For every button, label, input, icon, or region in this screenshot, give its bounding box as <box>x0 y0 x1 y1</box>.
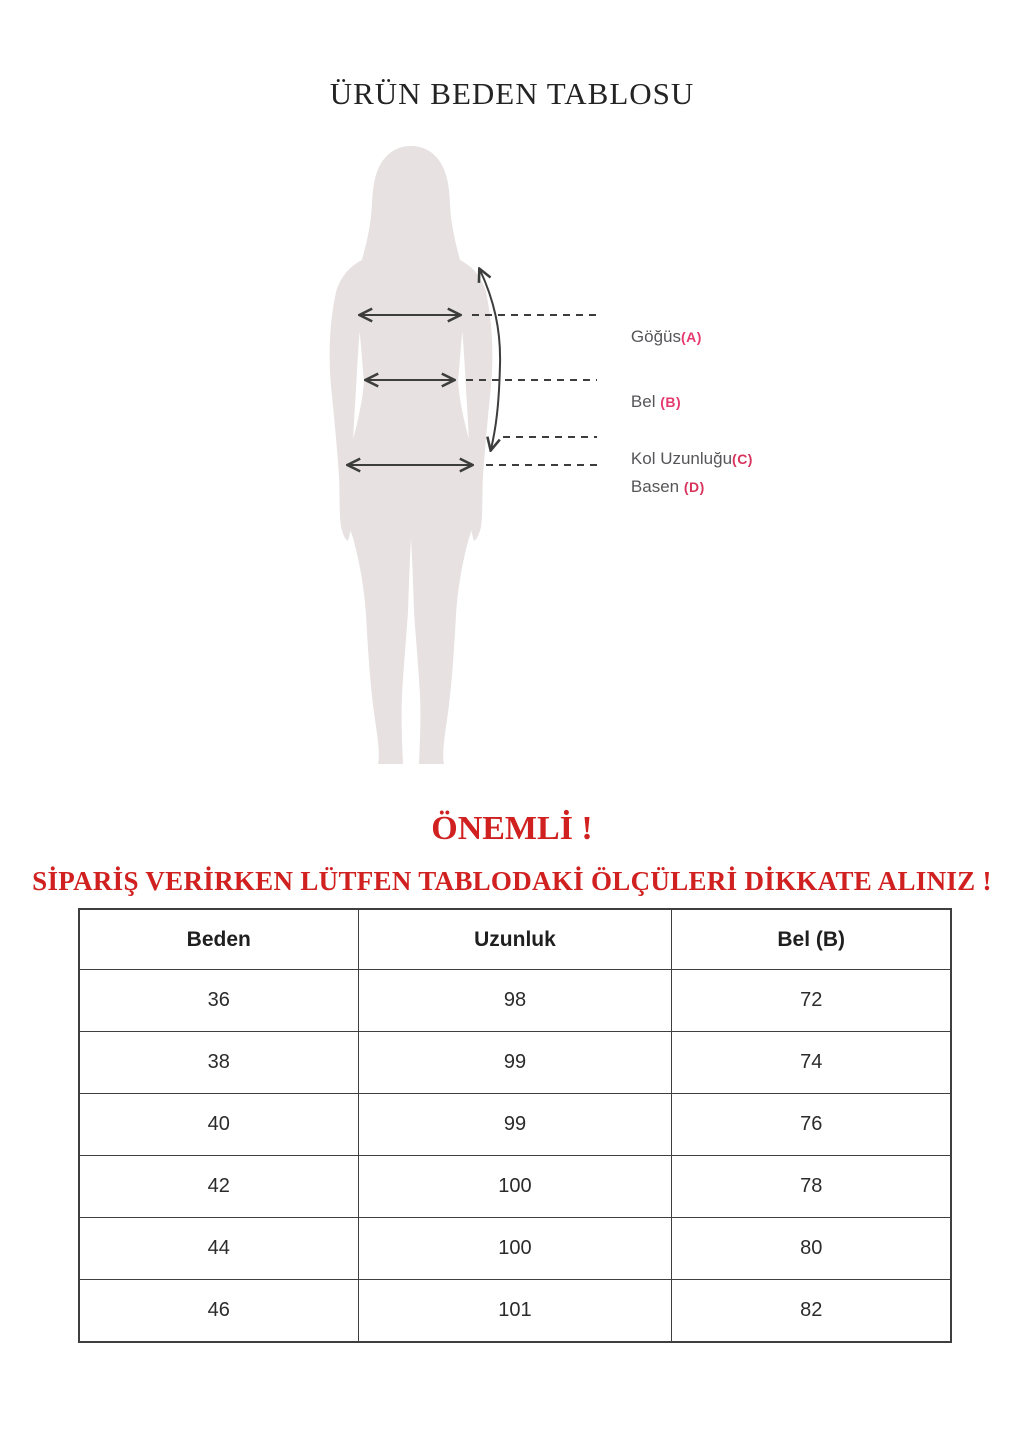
column-header-beden: Beden <box>79 909 358 970</box>
table-cell: 42 <box>79 1156 358 1218</box>
table-cell: 82 <box>672 1280 951 1343</box>
table-cell: 40 <box>79 1094 358 1156</box>
table-cell: 99 <box>358 1094 672 1156</box>
measurement-letter: (B) <box>660 394 682 410</box>
table-cell: 100 <box>358 1218 672 1280</box>
table-cell: 99 <box>358 1032 672 1094</box>
table-row <box>79 1032 951 1094</box>
table-cell: 72 <box>672 970 951 1032</box>
table-cell: 76 <box>672 1094 951 1156</box>
table-cell: 98 <box>358 970 672 1032</box>
table-cell: 78 <box>672 1156 951 1218</box>
measurement-label-chest <box>612 304 702 370</box>
column-header-bel: Bel (B) <box>672 909 951 970</box>
measurement-name: Basen <box>630 477 684 496</box>
notice-title: ÖNEMLİ ! <box>431 810 593 847</box>
measurement-letter: (D) <box>683 479 705 495</box>
table-row <box>79 970 951 1032</box>
size-table <box>78 908 952 1343</box>
measurement-letter: (C) <box>732 451 753 467</box>
table-cell: 46 <box>79 1280 358 1343</box>
notice-message: SİPARİŞ VERİRKEN LÜTFEN TABLODAKİ ÖLÇÜLERİ DİKKATE ALINIZ ! <box>32 866 992 896</box>
measurement-name: Bel <box>630 392 661 411</box>
table-cell: 44 <box>79 1218 358 1280</box>
table-row <box>79 1218 951 1280</box>
table-cell: 38 <box>79 1032 358 1094</box>
silhouette-torso-legs <box>342 247 480 764</box>
table-cell: 74 <box>672 1032 951 1094</box>
column-header-uzunluk: Uzunluk <box>358 909 672 970</box>
body-silhouette <box>330 146 493 764</box>
table-cell: 101 <box>358 1280 672 1343</box>
measurement-letter: (A) <box>681 329 702 345</box>
table-header-row <box>79 909 951 970</box>
page-title: ÜRÜN BEDEN TABLOSU <box>329 76 695 111</box>
table-cell: 36 <box>79 970 358 1032</box>
table-cell: 100 <box>358 1156 672 1218</box>
measurement-name: Göğüs <box>630 327 681 346</box>
table-row <box>79 1094 951 1156</box>
measurement-label-hip <box>612 454 705 520</box>
table-cell: 80 <box>672 1218 951 1280</box>
measurement-name: Kol Uzunluğu <box>630 449 733 468</box>
table-row <box>79 1280 951 1343</box>
table-row <box>79 1156 951 1218</box>
